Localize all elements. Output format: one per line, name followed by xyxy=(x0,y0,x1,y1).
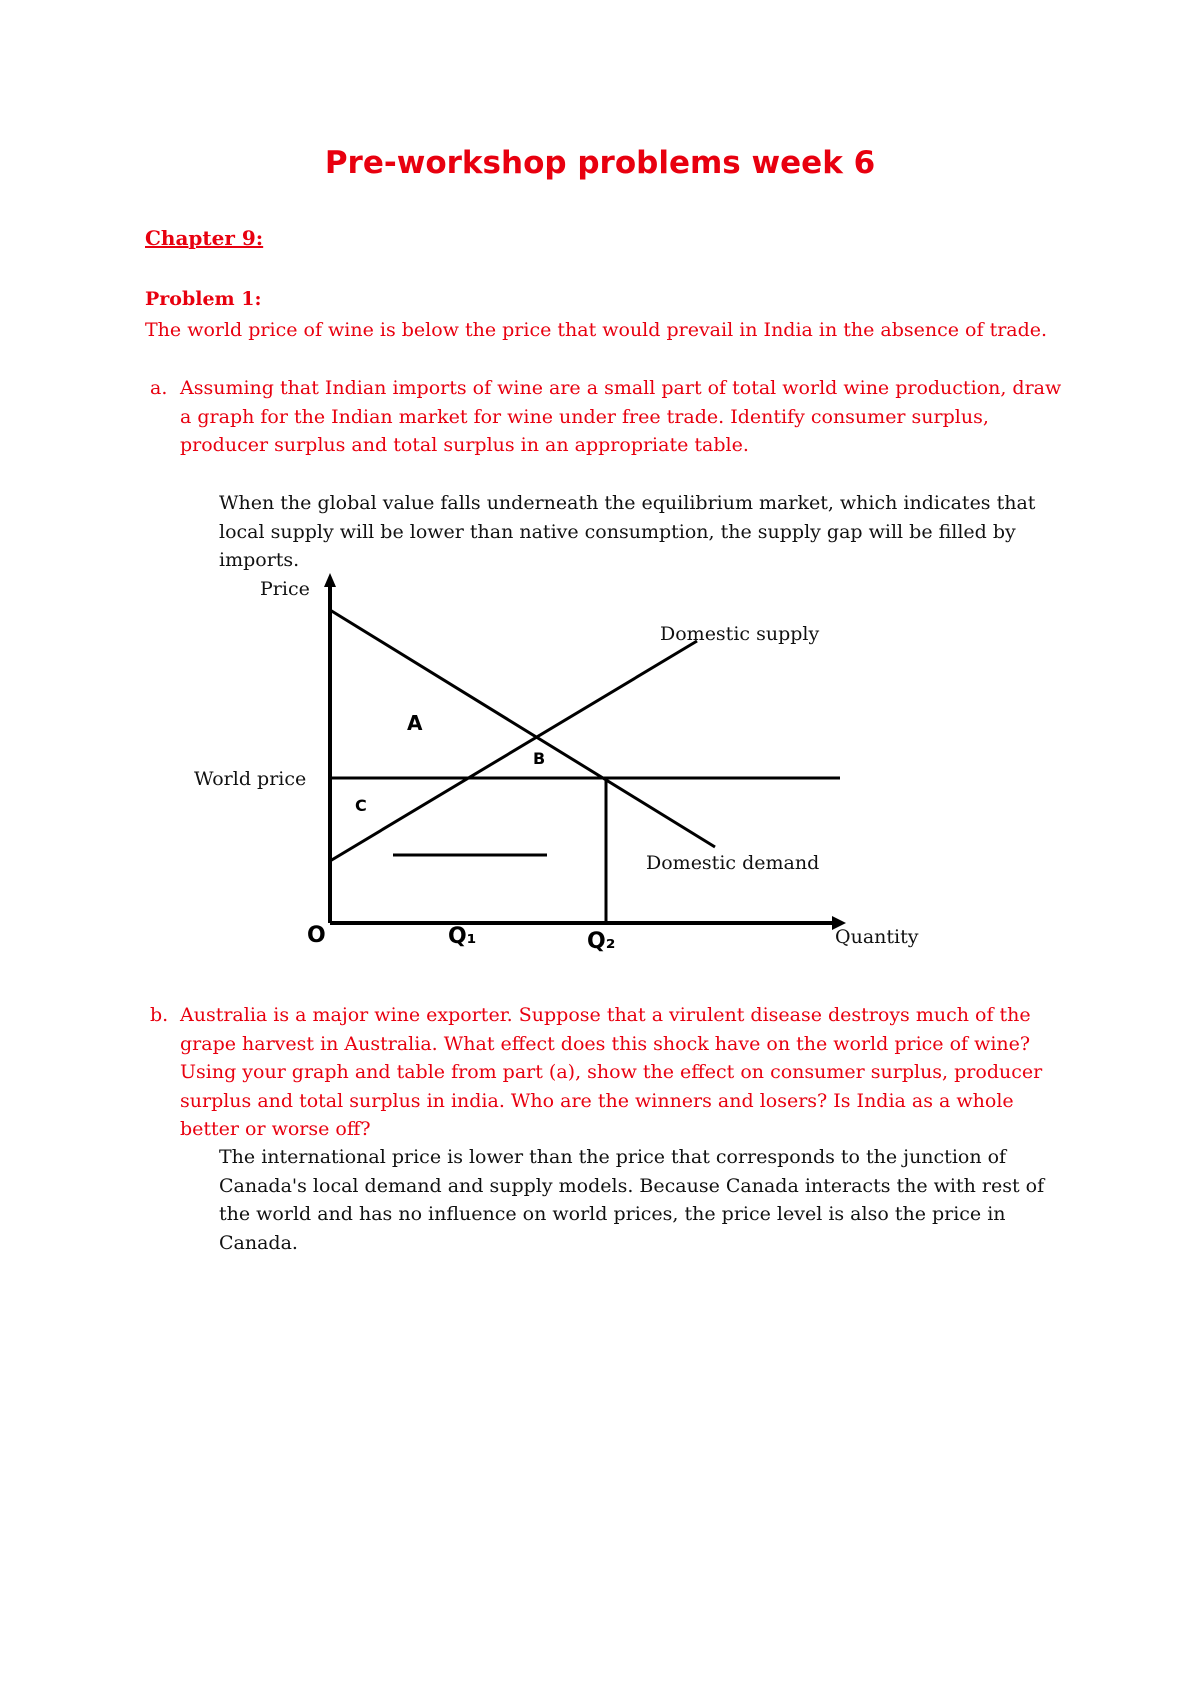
wine-market-graph xyxy=(180,565,960,975)
y-axis-label: Price xyxy=(260,578,310,600)
part-a-question: Assuming that Indian imports of wine are a small part of total world wine production, draw a graph for the Indian market for wine under free trade. Identify consumer surplus, producer surplus and total surplus in an appropriate table. xyxy=(180,377,1062,456)
y-axis-arrow xyxy=(324,573,336,587)
q1-label: Q₁ xyxy=(448,924,477,949)
world-price-label: World price xyxy=(194,768,307,790)
area-c-label: C xyxy=(355,796,367,815)
part-b-question: Australia is a major wine exporter. Suppose that a virulent disease destroys much of the grape harvest in Australia. What effect does this shock have on the world price of wine? Using your graph and table from part (a), show the effect on consumer surplus, producer surplus and total surplus in india. Who are the winners and losers? Is India as a whole better or worse off? xyxy=(180,1004,1043,1140)
chapter-heading: Chapter 9: xyxy=(145,226,264,250)
part-b-answer: The international price is lower than the price that corresponds to the junction of Canada's local demand and supply models. Because Canada interacts the with rest of the world and has no influence on world prices, the price level is also the price in Canada. xyxy=(219,1146,1045,1254)
part-b xyxy=(150,1001,1070,1144)
q2-label: Q₂ xyxy=(587,929,616,954)
page-title: Pre-workshop problems week 6 xyxy=(324,145,876,181)
supply-label: Domestic supply xyxy=(660,623,820,645)
part-a-marker: a. xyxy=(150,377,168,399)
demand-curve xyxy=(330,610,715,847)
area-a-label: A xyxy=(407,711,423,735)
problem-intro: The world price of wine is below the price that would prevail in India in the absence of trade. xyxy=(145,319,1048,341)
part-b-marker: b. xyxy=(150,1004,169,1026)
supply-curve xyxy=(330,641,697,861)
part-a-answer: When the global value falls underneath the equilibrium market, which indicates that local supply will be lower than native consumption, the supply gap will be filled by imports. xyxy=(219,492,1036,571)
part-a xyxy=(150,374,1070,460)
demand-label: Domestic demand xyxy=(646,852,820,874)
problem-heading: Problem 1: xyxy=(145,288,262,310)
area-b-label: B xyxy=(533,749,546,768)
x-axis-label: Quantity xyxy=(835,926,919,948)
origin-label: O xyxy=(307,923,326,948)
